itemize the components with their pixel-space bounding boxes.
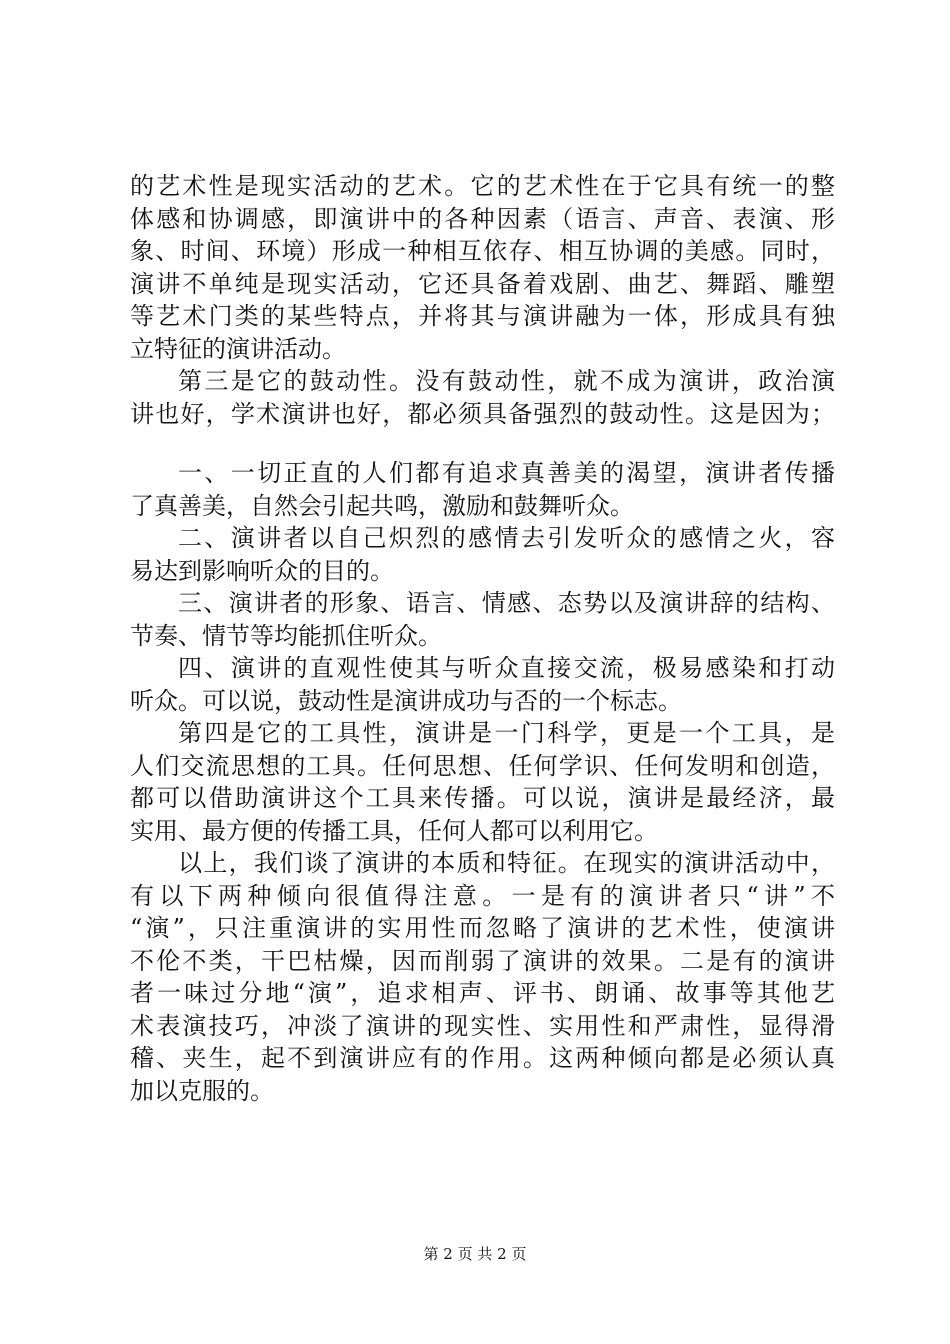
text-line: 立特征的演讲活动。 [130,334,346,363]
text-line: 一、一切正直的人们都有追求真善美的渴望，演讲者传播 [178,459,835,487]
text-line: 以上，我们谈了演讲的本质和特征。在现实的演讲活动中， [178,849,835,877]
text-line: 的艺术性是现实活动的艺术。它的艺术性在于它具有统一的整 [130,172,835,200]
text-line: 稽、夹生，起不到演讲应有的作用。这两种倾向都是必须认真 [130,1044,835,1072]
text-line: 第三是它的鼓动性。没有鼓动性，就不成为演讲，政治演 [178,367,835,395]
text-line: 了真善美，自然会引起共鸣，激励和鼓舞听众。 [130,491,634,520]
text-line: “演”，只注重演讲的实用性而忽略了演讲的艺术性，使演讲 [130,914,835,942]
paragraph-gap [130,430,835,457]
text-line: 加以克服的。 [130,1076,274,1105]
text-line: 演讲不单纯是现实活动，它还具备着戏剧、曲艺、舞蹈、雕塑 [130,269,835,298]
text-line: 实用、最方便的传播工具，任何人都可以利用它。 [130,816,658,845]
text-line: 不伦不类，干巴枯燥，因而削弱了演讲的效果。二是有的演讲 [130,946,835,975]
text-line: 听众。可以说，鼓动性是演讲成功与否的一个标志。 [130,686,682,715]
text-line: 人们交流思想的工具。任何思想、任何学识、任何发明和创造， [130,751,835,780]
text-line: 三、演讲者的形象、语言、情感、态势以及演讲辞的结构、 [178,589,835,617]
text-line: 象、时间、环境）形成一种相互依存、相互协调的美感。同时， [130,237,835,265]
text-line: 节奏、情节等均能抓住听众。 [130,621,442,650]
text-line: 体感和协调感，即演讲中的各种因素（语言、声音、表演、形 [130,204,835,233]
text-line: 有以下两种倾向很值得注意。一是有的演讲者只“讲”不 [130,881,835,910]
text-line: 者一味过分地“演”，追求相声、评书、朗诵、故事等其他艺 [130,979,835,1007]
body-text [130,170,835,1107]
page-number-footer: 第 2 页 共 2 页 [423,1245,527,1263]
text-line: 第四是它的工具性，演讲是一门科学，更是一个工具，是 [178,719,835,747]
text-line: 易达到影响听众的目的。 [130,556,394,585]
text-line: 二、演讲者以自己炽烈的感情去引发听众的感情之火，容 [178,524,835,552]
text-line: 都可以借助演讲这个工具来传播。可以说，演讲是最经济，最 [130,784,835,812]
text-line: 讲也好，学术演讲也好，都必须具备强烈的鼓动性。这是因为； [130,399,835,428]
text-line: 术表演技巧，冲淡了演讲的现实性、实用性和严肃性，显得滑 [130,1011,835,1040]
text-line: 四、演讲的直观性使其与听众直接交流，极易感染和打动 [178,654,835,682]
text-line: 等艺术门类的某些特点，并将其与演讲融为一体，形成具有独 [130,302,835,330]
